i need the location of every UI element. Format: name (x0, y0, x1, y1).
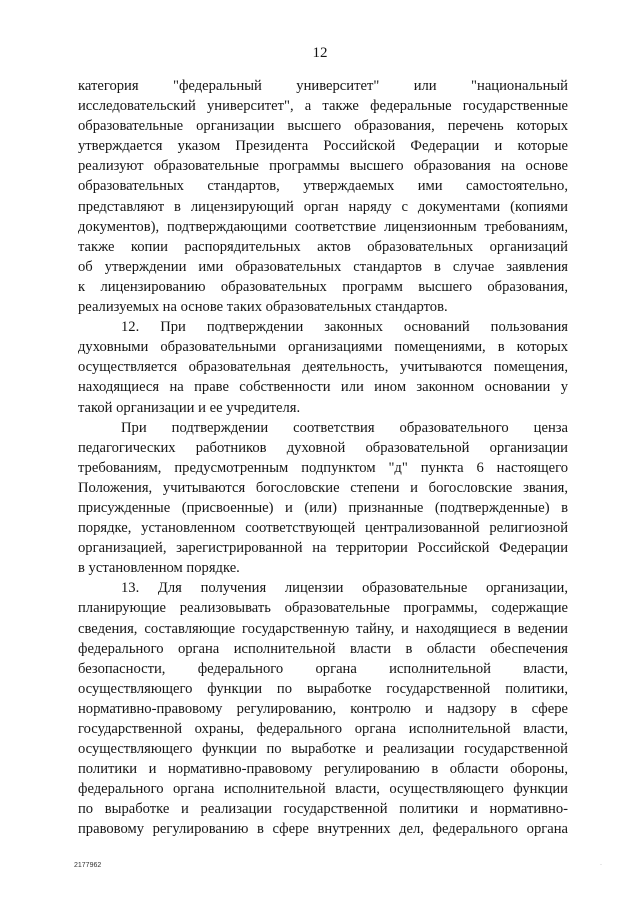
text-line: федерального органа исполнительной власти в области обеспечения (78, 640, 568, 657)
text-line: государственной охраны, федерального органа исполнительной власти, (78, 721, 568, 737)
text-line: педагогических работников духовной образовательной организации (78, 439, 568, 456)
text-line: также копии распорядительных актов образовательных организаций (78, 238, 568, 255)
text-line: реализуют образовательные программы высшего образования на основе (78, 158, 568, 175)
text-line: безопасности, федерального органа исполнительной власти, (78, 660, 568, 677)
text-line: требованиям, предусмотренным подпунктом "д" пункта 6 настоящего (78, 459, 568, 476)
text-line: организацией, зарегистрированной на территории Российской Федерации (78, 540, 568, 557)
text-line: к лицензированию образовательных программ высшего образования, (78, 278, 568, 295)
scan-mark: · (600, 862, 602, 868)
text-line: об утверждении ими образовательных стандартов в случае заявления (78, 258, 568, 275)
text-line: планирующие реализовывать образовательные программы, содержащие (78, 600, 568, 617)
text-line: документов), подтверждающими соответствие лицензионным требованиям, (78, 218, 568, 235)
text-line: федерального органа исполнительной власти, осуществляющего функции (78, 781, 568, 798)
text-line: утверждается указом Президента Российской Федерации и которые (78, 138, 568, 155)
page-number: 12 (312, 45, 328, 61)
text-line: сведения, составляющие государственную тайну, и находящиеся в ведении (78, 620, 568, 637)
text-line: представляют в лицензирующий орган наряду с документами (копиями (78, 198, 568, 215)
text-line: по выработке и реализации государственной политики и нормативно- (78, 801, 568, 818)
text-line: осуществляющего функции по выработке государственной политики, (78, 680, 568, 697)
text-line: реализуемых на основе таких образовательных стандартов. (78, 299, 448, 316)
text-line: 12. При подтверждении законных оснований пользования (121, 319, 568, 336)
text-line: При подтверждении соответствия образовательного ценза (121, 419, 568, 436)
document-code: 2177962 (74, 862, 102, 869)
text-line: категория "федеральный университет" или "национальный (78, 78, 568, 94)
text-line: порядке, установленном соответствующей централизованной религиозной (78, 520, 568, 537)
text-line: осуществляющего функции по выработке и реализации государственной (78, 741, 568, 758)
text-line: в установленном порядке. (78, 560, 240, 577)
text-line: 13. Для получения лицензии образовательные организации, (121, 580, 568, 597)
text-line: правовому регулированию в сфере внутренних дел, федерального органа (78, 821, 568, 838)
text-line: такой организации и ее учредителя. (78, 399, 301, 416)
text-line: находящиеся на праве собственности или ином законном основании у (78, 379, 568, 396)
text-line: Положения, учитываются богословские степени и богословские звания, (78, 479, 568, 496)
text-line: политики и нормативно-правовому регулированию в области обороны, (78, 761, 568, 778)
text-line: присужденные (присвоенные) и (или) признанные (подтвержденные) в (78, 499, 568, 516)
text-line: нормативно-правовому регулированию, контролю и надзору в сфере (78, 700, 568, 717)
text-line: образовательные организации высшего образования, перечень которых (78, 118, 568, 135)
document-body (78, 76, 568, 840)
text-line: образовательных стандартов, утверждаемых ими самостоятельно, (78, 178, 568, 195)
text-line: осуществляется образовательная деятельность, учитываются помещения, (78, 359, 568, 376)
text-line: духовными образовательными организациями помещениями, в которых (78, 339, 568, 356)
text-line: исследовательский университет", а также федеральные государственные (78, 98, 568, 115)
